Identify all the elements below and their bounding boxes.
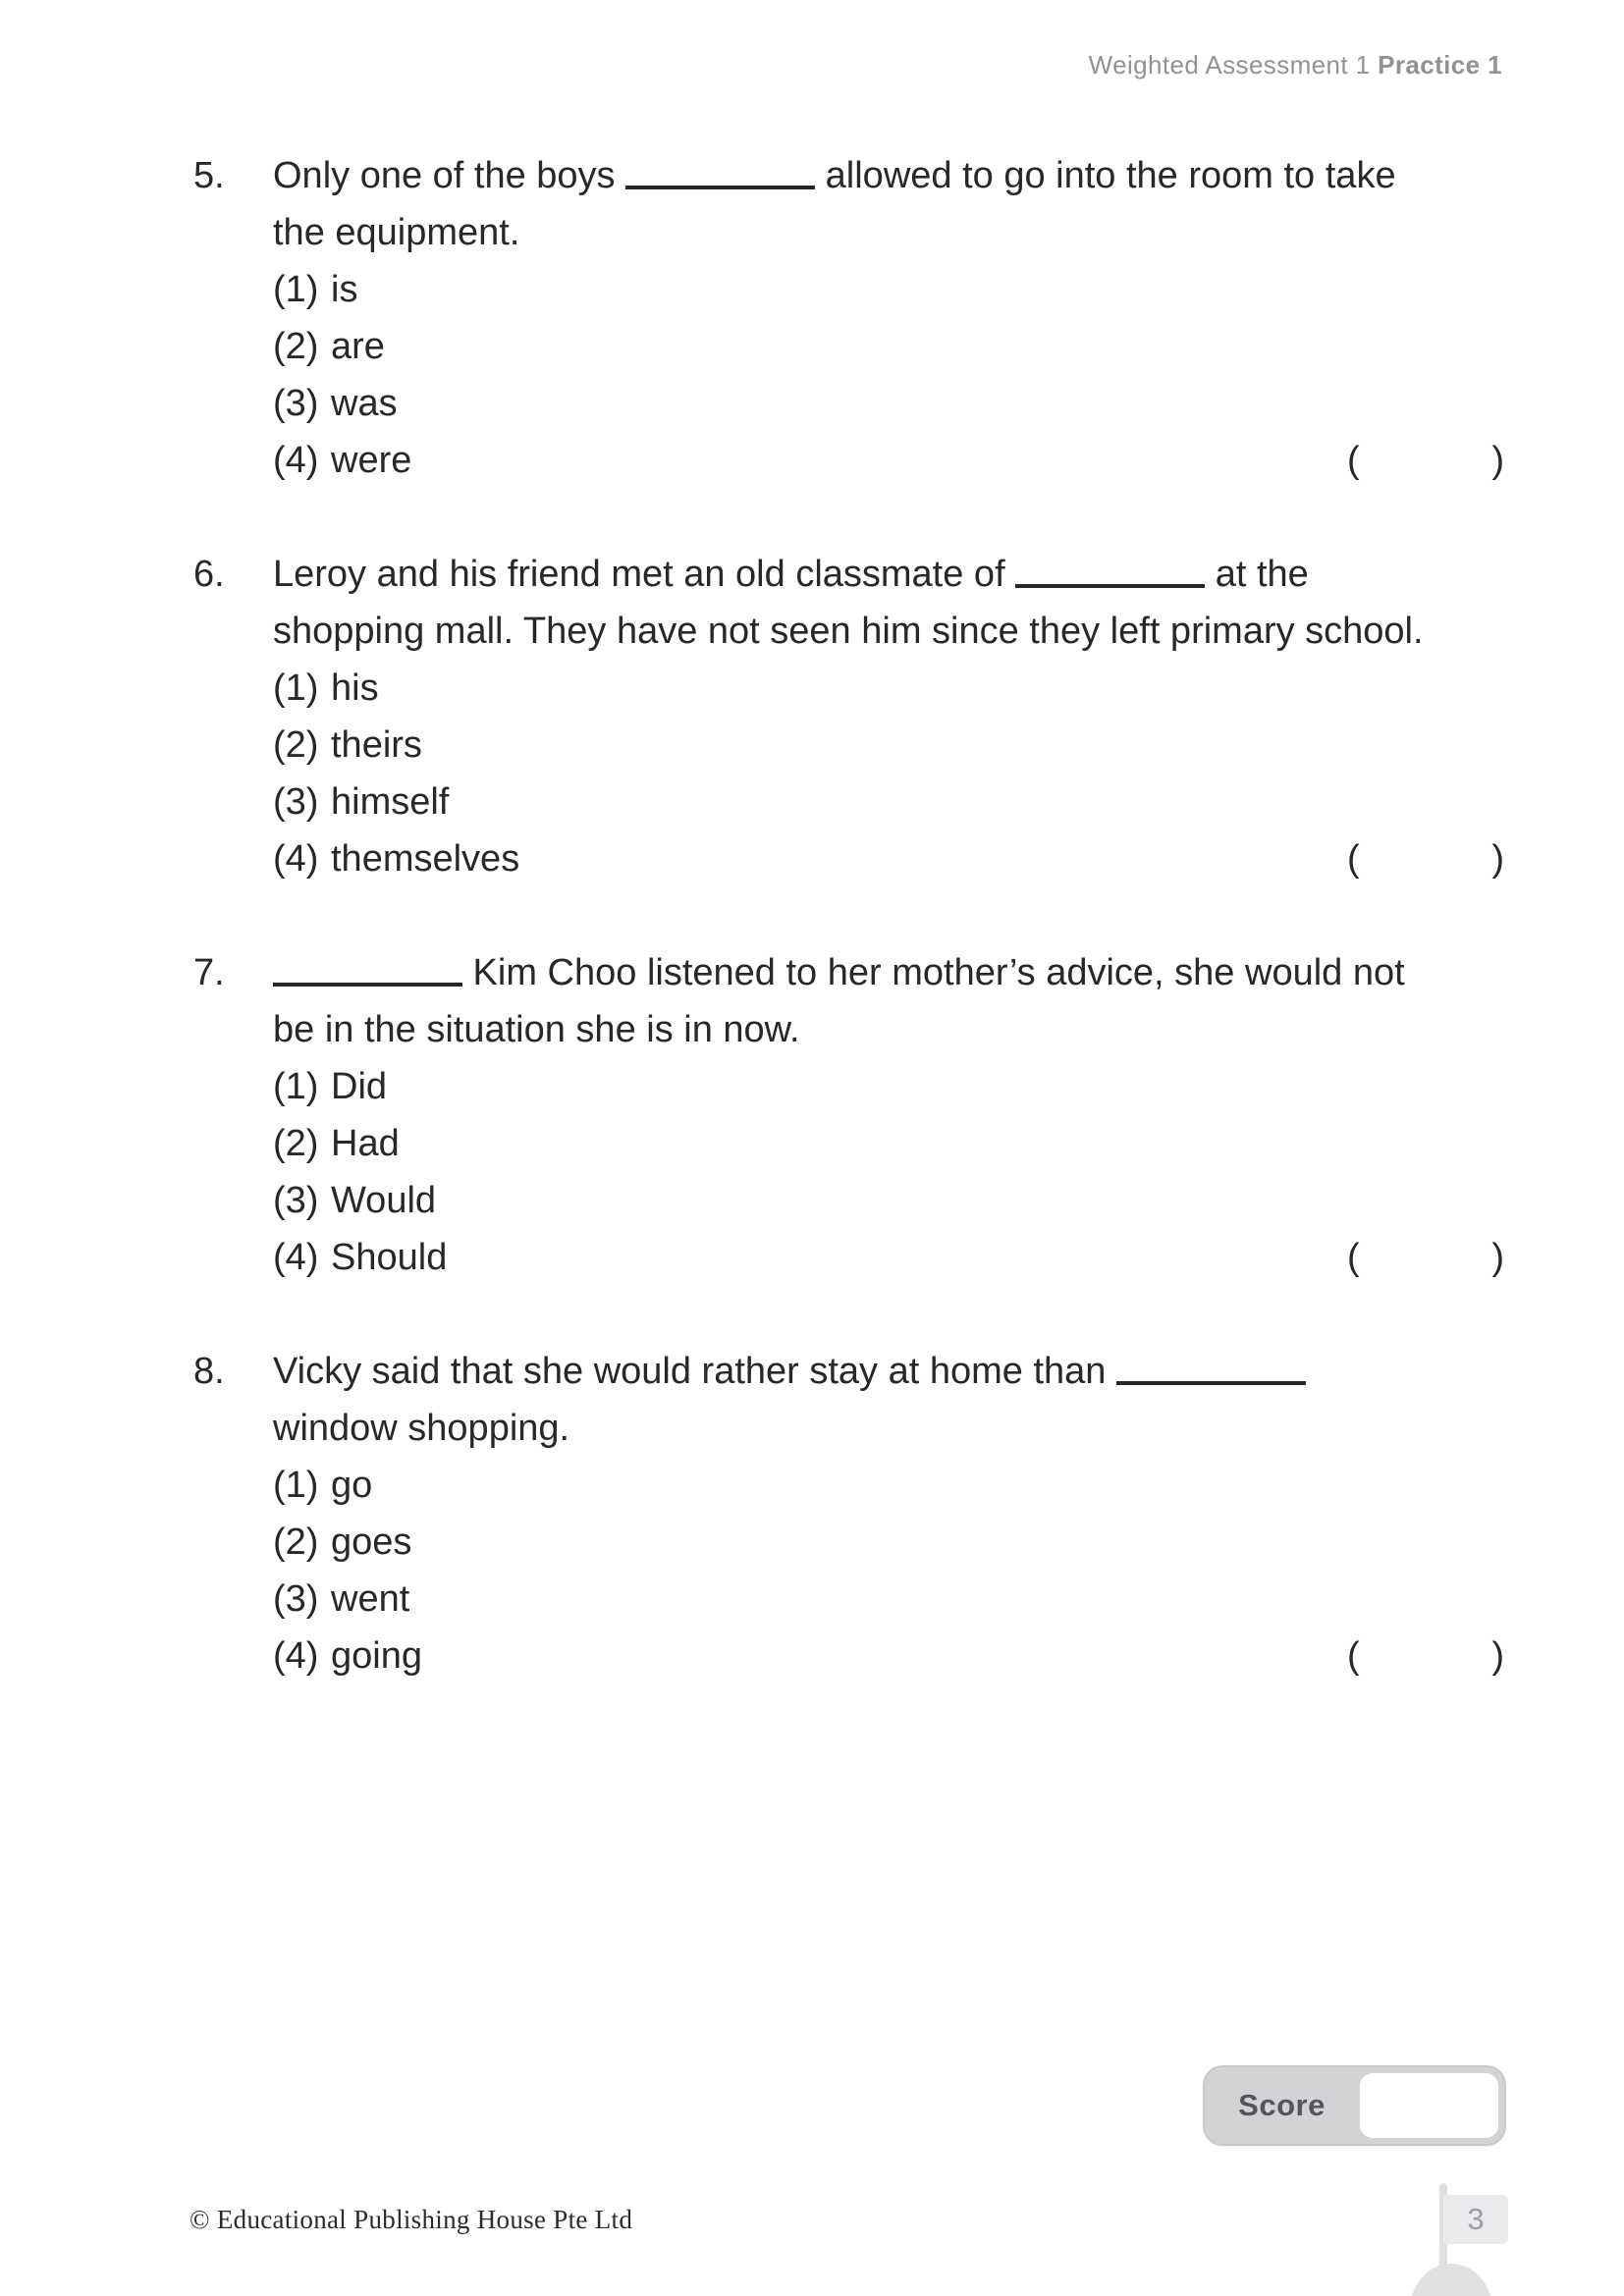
- question-number: 5.: [193, 155, 225, 196]
- page-number: 3: [1467, 2202, 1485, 2236]
- option-text: his: [331, 667, 379, 709]
- question-body: [273, 546, 1504, 887]
- question-block: [193, 944, 1504, 1286]
- answer-bracket: [1347, 1229, 1504, 1286]
- option-text: went: [331, 1578, 410, 1620]
- bracket-close: ): [1491, 838, 1504, 880]
- option-text: himself: [331, 781, 450, 823]
- option-label: (2): [273, 1123, 319, 1164]
- option-text: Would: [331, 1180, 437, 1221]
- option-label: (4): [273, 440, 319, 481]
- bracket-open: (: [1347, 1635, 1360, 1677]
- header-spacer: [1371, 50, 1379, 80]
- answer-blank: [1015, 553, 1205, 588]
- answer-option: [273, 261, 1504, 318]
- question-options: [273, 1058, 1504, 1286]
- option-label: (1): [273, 1066, 319, 1107]
- option-label: (2): [273, 326, 319, 367]
- stem-line: shopping mall. They have not seen him since they left primary school.: [273, 611, 1424, 652]
- answer-option: [273, 1457, 1504, 1514]
- option-text: Did: [331, 1066, 388, 1107]
- stem-line: be in the situation she is in now.: [273, 1009, 800, 1050]
- answer-option: [273, 660, 1504, 717]
- score-label: Score: [1238, 2088, 1326, 2122]
- question-number: 7.: [193, 952, 225, 993]
- option-label: (1): [273, 269, 319, 310]
- stem-line: Vicky said that she would rather stay at home than: [273, 1343, 1504, 1400]
- answer-option: [273, 1115, 1504, 1172]
- bracket-close: ): [1491, 440, 1504, 481]
- stem-line: window shopping.: [273, 1408, 570, 1449]
- bracket-open: (: [1347, 440, 1360, 481]
- option-text: Should: [331, 1237, 448, 1278]
- option-label: (2): [273, 724, 319, 766]
- flag-icon: [1443, 2195, 1508, 2244]
- option-label: (3): [273, 781, 319, 823]
- question-stem: [273, 147, 1504, 261]
- option-label: (1): [273, 1465, 319, 1506]
- question-body: [273, 1343, 1504, 1684]
- question-body: [273, 944, 1504, 1286]
- option-text: is: [331, 269, 358, 310]
- bracket-open: (: [1347, 838, 1360, 880]
- option-text: are: [331, 326, 385, 367]
- option-text: go: [331, 1465, 373, 1506]
- question-block: [193, 147, 1504, 489]
- answer-blank: [1116, 1350, 1306, 1385]
- question-number: 6.: [193, 554, 225, 595]
- answer-bracket: [1347, 432, 1504, 489]
- answer-option: [273, 318, 1504, 375]
- answer-option: [273, 830, 1504, 887]
- question-options: [273, 660, 1504, 887]
- question-options: [273, 1457, 1504, 1684]
- copyright-notice: © Educational Publishing House Pte Ltd: [189, 2205, 633, 2234]
- answer-option: [273, 1571, 1504, 1628]
- score-box: [1205, 2067, 1504, 2144]
- answer-bracket: [1347, 830, 1504, 887]
- option-label: (1): [273, 667, 319, 709]
- answer-option: [273, 717, 1504, 774]
- option-text: was: [331, 383, 398, 424]
- bracket-open: (: [1347, 1237, 1360, 1278]
- page-number-flag: [1404, 2179, 1522, 2296]
- option-text: theirs: [331, 724, 422, 766]
- practice-label: Practice 1: [1378, 50, 1502, 80]
- question-options: [273, 261, 1504, 489]
- option-label: (4): [273, 1237, 319, 1278]
- option-label: (3): [273, 1578, 319, 1620]
- answer-option: [273, 1058, 1504, 1115]
- answer-option: [273, 1514, 1504, 1571]
- answer-option: [273, 432, 1504, 489]
- flag-mound-icon: [1410, 2264, 1492, 2296]
- stem-line: the equipment.: [273, 212, 520, 253]
- assessment-title: Weighted Assessment 1: [1088, 50, 1371, 80]
- score-entry-field: [1360, 2073, 1498, 2138]
- stem-line: Kim Choo listened to her mother’s advice, she would not: [273, 944, 1504, 1001]
- answer-option: [273, 1172, 1504, 1229]
- question-body: [273, 147, 1504, 489]
- option-label: (2): [273, 1522, 319, 1563]
- bracket-close: ): [1491, 1635, 1504, 1677]
- stem-line: Leroy and his friend met an old classmate of at the: [273, 554, 1309, 595]
- stem-line: Only one of the boys allowed to go into the room to take: [273, 155, 1396, 196]
- bracket-close: ): [1491, 1237, 1504, 1278]
- answer-blank: [273, 951, 462, 987]
- answer-option: [273, 375, 1504, 432]
- answer-option: [273, 774, 1504, 830]
- question-stem: [273, 1343, 1504, 1457]
- option-text: Had: [331, 1123, 400, 1164]
- option-text: goes: [331, 1522, 412, 1563]
- option-label: (3): [273, 1180, 319, 1221]
- answer-option: [273, 1628, 1504, 1684]
- option-text: were: [331, 440, 412, 481]
- question-stem: [273, 944, 1504, 1058]
- option-label: (4): [273, 1635, 319, 1677]
- question-block: [193, 1343, 1504, 1684]
- option-text: going: [331, 1635, 422, 1677]
- answer-blank: [625, 154, 815, 189]
- option-text: themselves: [331, 838, 520, 880]
- question-block: [193, 546, 1504, 887]
- page-header: [1089, 51, 1502, 79]
- question-stem: [273, 546, 1504, 660]
- question-number: 8.: [193, 1351, 225, 1392]
- option-label: (3): [273, 383, 319, 424]
- answer-bracket: [1347, 1628, 1504, 1684]
- questions-section: [193, 147, 1504, 1741]
- option-label: (4): [273, 838, 319, 880]
- answer-option: [273, 1229, 1504, 1286]
